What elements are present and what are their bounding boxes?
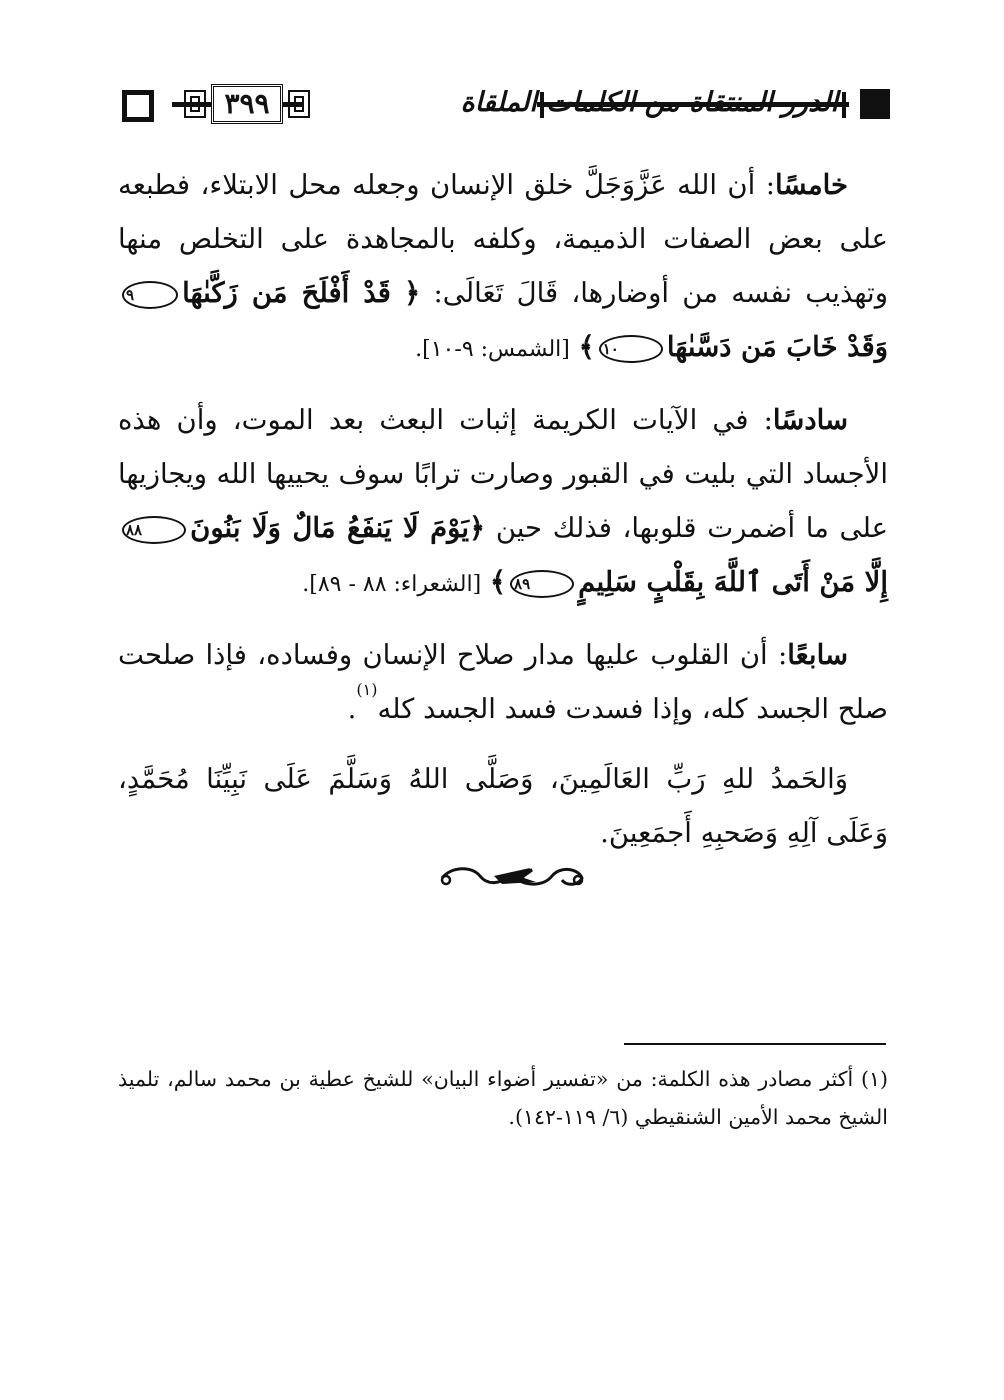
page-body: [118, 158, 888, 876]
ayah-number-marker: ١٠: [599, 335, 663, 363]
paragraph-lead: سابعًا: [787, 639, 848, 671]
paragraph-lead: خامسًا: [774, 169, 848, 201]
quran-verse: وَقَدْ خَابَ مَن دَسَّىٰهَا: [666, 331, 888, 363]
quran-open-bracket: ﴿: [469, 512, 486, 544]
page-number: ٣٩٩: [211, 84, 282, 124]
quran-verse: قَدْ أَفْلَحَ مَن زَكَّىٰهَا: [182, 277, 391, 309]
knot-ornament-left: [184, 90, 206, 118]
footnote-marker[interactable]: (١): [356, 680, 378, 699]
ayah-number-marker: ٨٨: [122, 516, 186, 544]
footnote-separator: [624, 1043, 886, 1045]
header-square-ornament-right: [860, 89, 890, 119]
quran-close-bracket: ﴾: [489, 566, 507, 598]
paragraph-sixth: [118, 393, 888, 612]
header-bar-divider-right: [842, 92, 846, 118]
surah-reference: [الشعراء: ٨٨ - ٨٩].: [302, 572, 482, 597]
header-square-ornament-left: [122, 90, 154, 122]
paragraph-end: .: [347, 693, 357, 725]
ayah-number-marker: ٨٩: [510, 570, 574, 598]
quran-verse: يَوْمَ لَا يَنفَعُ مَالٌ وَلَا بَنُونَ: [190, 512, 470, 544]
footnote: (١) أكثر مصادر هذه الكلمة: من «تفسير أضواء البيان» للشيخ عطية بن محمد سالم، تلميذ الشيخ محمد الأمين الشنقيطي (٦/ ١١٩-١٤٢).: [118, 1067, 888, 1129]
surah-reference: [الشمس: ٩-١٠].: [415, 337, 570, 362]
ayah-number-marker: ٩: [122, 281, 178, 309]
section-end-ornament-icon: [432, 856, 592, 896]
page-number-frame: [184, 84, 310, 124]
knot-ornament-right: [288, 90, 310, 118]
paragraph-seventh: [118, 628, 888, 736]
quran-verse: إِلَّا مَنْ أَتَى ٱللَّهَ بِقَلْبٍ سَلِيمٍ: [578, 566, 888, 598]
paragraph-lead: سادسًا: [772, 404, 848, 436]
page-header: [112, 78, 894, 130]
quran-close-bracket: ﴾: [578, 331, 595, 363]
paragraph-text: : في الآيات الكريمة إثبات البعث بعد الموت، وأن هذه الأجساد التي بليت في القبور وصارت ترابًا سوف يحييها الله ويجازيها على ما أضمرت قلوبها، فذلك حين: [118, 404, 888, 544]
closing-paragraph: وَالحَمدُ للهِ رَبِّ العَالَمِينَ، وَصَلَّى اللهُ وَسَلَّمَ عَلَى نَبِيِّنَا مُحَمَّدٍ، وَعَلَى آلِهِ وَصَحبِهِ أَجمَعِينَ.: [118, 763, 888, 849]
paragraph-fifth: [118, 158, 888, 377]
paragraph-text: : أن القلوب عليها مدار صلاح الإنسان وفساده، فإذا صلحت صلح الجسد كله، وإذا فسدت فسد الجسد كله: [118, 639, 888, 725]
paragraph-text: : أن الله عَزَّوَجَلَّ خلق الإنسان وجعله محل الابتلاء، فطبعه على بعض الصفات الذميمة، وكلفه بالمجاهدة على التخلص منها وتهذيب نفسه من أوضارها، قَالَ تَعَالَى:: [118, 169, 888, 309]
quran-open-bracket: ﴿: [404, 277, 421, 309]
book-title: الدرر المنتقاة من الكلمات الملقاة: [460, 87, 838, 118]
